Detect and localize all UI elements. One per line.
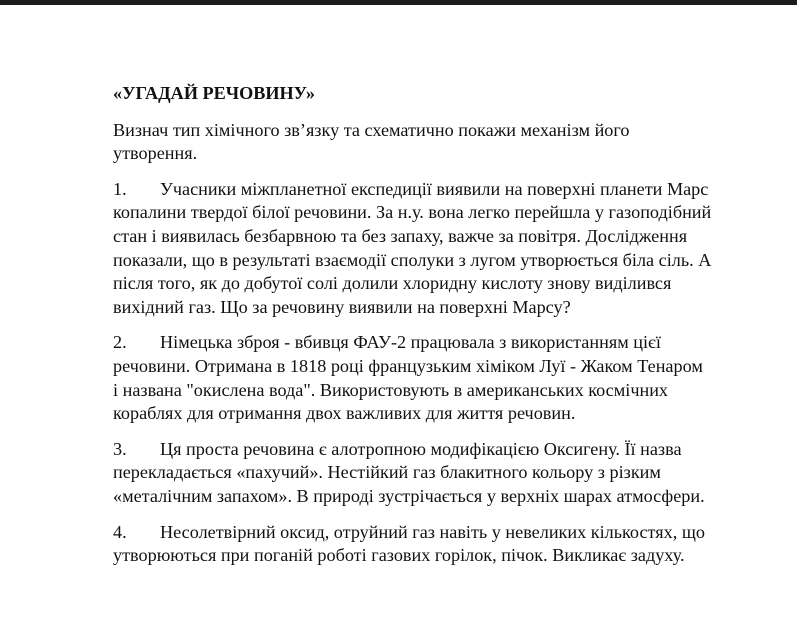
question-number: 1. [113,178,127,199]
question-line: утворюються при поганій роботі газових горілок, пічок. Викликає задуху. [113,545,685,566]
question-line: «металічним запахом». В природі зустрічається у верхніх шарах атмосфери. [113,485,705,506]
question-text: Ця проста речовина є алотропною модифікацією Оксигену. Її назва [160,438,682,459]
question-line: вихідний газ. Що за речовину виявили на поверхні Марсу? [113,296,571,317]
intro-paragraph [113,119,753,166]
question-text: Німецька зброя - вбивця ФАУ-2 працювала з використанням цієї [160,332,661,353]
question-item-3 [113,438,753,509]
document-page [113,82,753,580]
question-number: 2. [113,332,127,353]
question-line: копалини твердої білої речовини. За н.у. вона легко перейшла у газоподібний [113,202,712,223]
document-title: «УГАДАЙ РЕЧОВИНУ» [113,83,315,103]
question-line: речовини. Отримана в 1818 році французьким хіміком Луї - Жаком Тенаром [113,355,703,376]
question-number: 3. [113,438,127,459]
intro-line: Визнач тип хімічного зв’язку та схематично покажи механізм його [113,119,630,140]
question-text: Учасники міжпланетної експедиції виявили на поверхні планети Марс [160,178,709,199]
question-item-4 [113,521,753,568]
question-line: після того, як до добутої солі долили хлоридну кислоту знову виділився [113,273,672,294]
question-line: кораблях для отримання двох важливих для життя речовин. [113,403,576,424]
question-number: 4. [113,521,127,542]
window-top-bar [0,0,797,5]
question-item-1 [113,178,753,320]
question-line [113,178,753,202]
intro-line: утворення. [113,143,198,164]
question-line: стан і виявилась безбарвною та без запаху, важче за повітря. Дослідження [113,225,688,246]
question-line: і названа "окислена вода". Використовують в американських космічних [113,379,669,400]
question-item-2 [113,331,753,425]
question-line [113,331,753,355]
question-line: перекладається «пахучий». Нестійкий газ блакитного кольору з різким [113,462,661,483]
question-line: показали, що в результаті взаємодії сполуки з лугом утворюється біла сіль. А [113,249,712,270]
question-line [113,438,753,462]
question-line [113,521,753,545]
question-text: Несолетвірний оксид, отруйний газ навіть у невеликих кількостях, що [160,521,705,542]
